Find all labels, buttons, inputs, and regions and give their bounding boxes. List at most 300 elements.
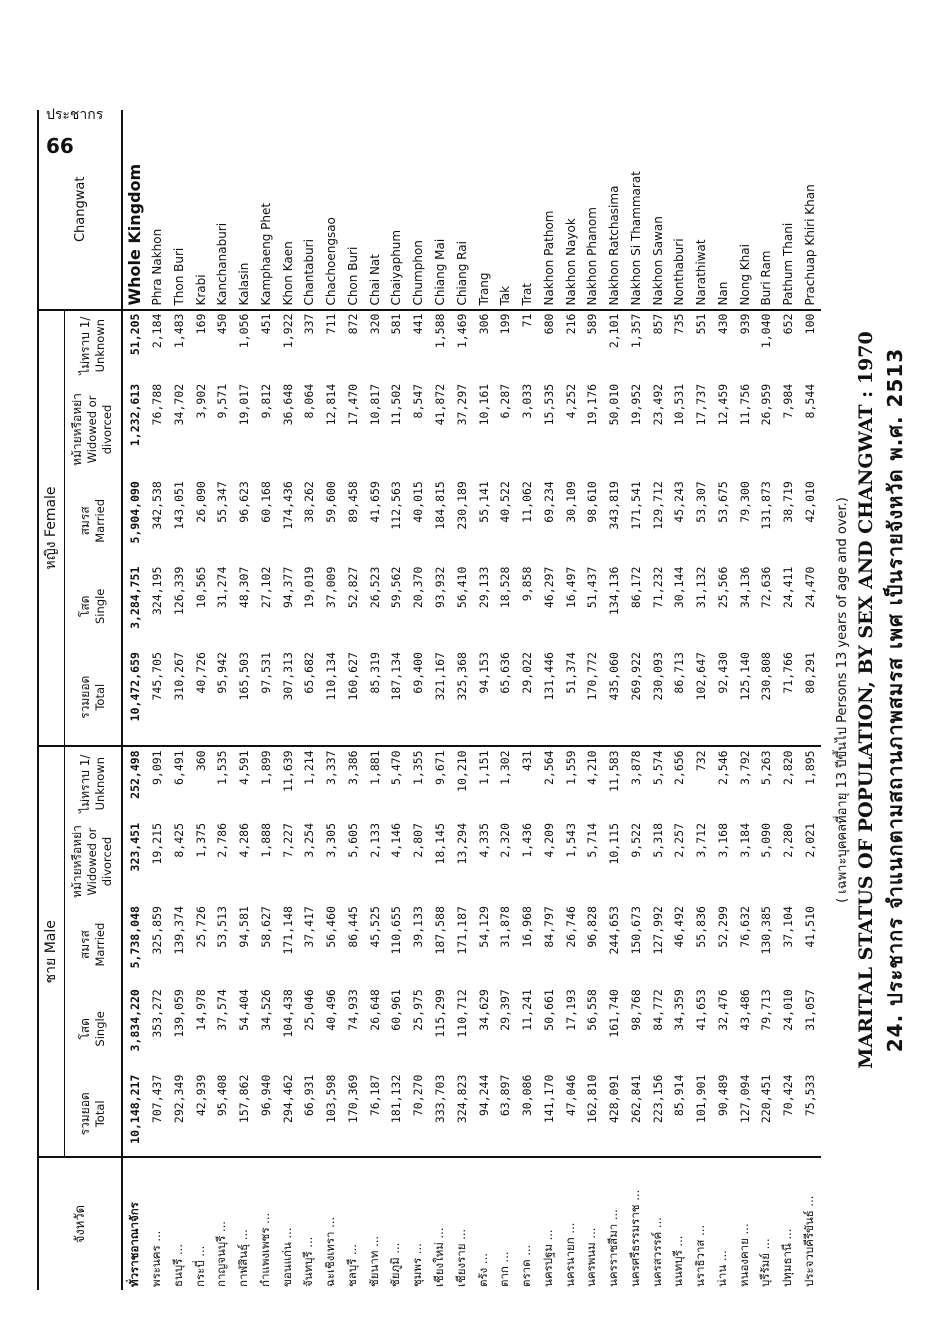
male-value: 50,661 <box>541 989 556 1031</box>
male-value: 11,639 <box>277 746 299 820</box>
male-value: 732 <box>690 746 712 820</box>
female-value: 7,984 <box>781 383 796 419</box>
male-value: 325,859 <box>150 906 165 955</box>
male-value: 707,437 <box>150 1074 165 1124</box>
female-value: 652 <box>777 310 799 381</box>
male-value: 31,878 <box>498 906 513 948</box>
male-value: 96,940 <box>258 1074 273 1117</box>
male-value: 127,992 <box>650 906 665 955</box>
col-header-th: รวมยอด <box>77 1092 92 1136</box>
male-value: 292,349 <box>171 1074 186 1124</box>
female-value: 85,319 <box>367 652 382 694</box>
male-col-header-3 <box>64 820 122 903</box>
female-value: 45,243 <box>672 481 687 523</box>
changwat-header: Changwat <box>38 110 122 310</box>
changwat-name: Nakhon Pathom <box>541 210 556 306</box>
table-row <box>473 110 495 1290</box>
female-value: 112,563 <box>389 481 404 530</box>
male-value: 14,978 <box>193 989 208 1031</box>
male-value: 85,914 <box>672 1074 687 1117</box>
female-value: 1,056 <box>233 310 255 381</box>
col-header-en: Single <box>92 1011 107 1047</box>
female-value: 34,136 <box>737 566 752 609</box>
province-name-thai: กำแพงเพชร ... <box>255 1157 277 1290</box>
province-name-thai: จันทบุรี ... <box>299 1157 321 1290</box>
changwat-name: Pathum Thani <box>781 222 796 306</box>
female-value: 160,627 <box>345 652 360 701</box>
female-value: 38,719 <box>781 481 796 523</box>
province-name-thai: เชียงใหม่ ... <box>429 1157 451 1290</box>
female-value: 40,522 <box>498 481 513 523</box>
female-value: 12,814 <box>324 383 339 426</box>
male-value: 4,286 <box>237 823 252 858</box>
female-value: 41,659 <box>367 481 382 523</box>
male-value: 1,535 <box>211 746 233 820</box>
title-subtitle: ( เฉพาะบุคคลที่อายุ 13 ปีขึ้นไป Persons 13 years of age and over.) <box>835 497 850 903</box>
male-value: 157,862 <box>237 1074 252 1124</box>
female-value: 96,623 <box>237 481 252 523</box>
female-value: 1,040 <box>756 310 778 381</box>
female-value: 10,817 <box>367 383 382 426</box>
female-value: 230,808 <box>759 652 774 701</box>
female-value: 3,284,751 <box>127 566 142 629</box>
female-value: 1,483 <box>168 310 190 381</box>
male-value: 26,746 <box>563 906 578 948</box>
male-value: 10,115 <box>607 823 622 865</box>
table-row <box>603 110 625 1290</box>
female-value: 59,562 <box>389 566 404 609</box>
changwat-name: Nong Khai <box>737 244 752 306</box>
male-value: 4,146 <box>389 823 404 858</box>
table-row <box>516 110 538 1290</box>
female-value: 31,274 <box>215 566 230 609</box>
female-value: 26,523 <box>367 566 382 609</box>
female-value: 680 <box>538 310 560 381</box>
female-col-header-3 <box>64 381 122 478</box>
male-value: 4,335 <box>476 823 491 858</box>
male-value: 41,653 <box>694 989 709 1031</box>
province-name-thai: กาฬสินธุ์ ... <box>233 1157 255 1290</box>
female-value: 9,858 <box>520 566 535 602</box>
female-value: 71,232 <box>650 566 665 609</box>
male-value: 84,772 <box>650 989 665 1031</box>
female-value: 69,400 <box>411 652 426 694</box>
female-value: 100 <box>799 310 821 381</box>
province-th-header: จังหวัด <box>38 1157 122 1290</box>
table-row <box>625 110 647 1290</box>
female-value: 6,287 <box>498 383 513 419</box>
col-header-th: รวมยอด <box>77 675 92 719</box>
female-value: 939 <box>734 310 756 381</box>
col-header-en: Total <box>92 1100 107 1128</box>
female-value: 19,952 <box>628 383 643 426</box>
female-value: 342,538 <box>150 481 165 530</box>
female-value: 110,134 <box>324 652 339 701</box>
female-value: 48,307 <box>237 566 252 609</box>
female-value: 11,502 <box>389 383 404 426</box>
male-value: 75,533 <box>803 1074 818 1117</box>
female-value: 71 <box>516 310 538 381</box>
province-name-thai: นนทบุรี ... <box>669 1157 691 1290</box>
province-name-thai: บุรีรัมย์ ... <box>756 1157 778 1290</box>
female-value: 581 <box>386 310 408 381</box>
female-value: 324,195 <box>150 566 165 616</box>
male-value: 37,574 <box>215 989 230 1031</box>
male-value: 428,091 <box>607 1074 622 1124</box>
female-value: 20,370 <box>411 566 426 609</box>
table-row <box>451 110 473 1290</box>
changwat-name: Whole Kingdom <box>125 163 145 306</box>
female-value: 337 <box>299 310 321 381</box>
female-value: 23,492 <box>650 383 665 426</box>
male-value: 39,133 <box>411 906 426 948</box>
female-value: 131,873 <box>759 481 774 530</box>
female-value: 10,161 <box>476 383 491 426</box>
changwat-name: Trang <box>476 272 491 306</box>
male-value: 84,797 <box>541 906 556 948</box>
male-value: 3,834,220 <box>127 989 142 1052</box>
male-value: 2,807 <box>411 823 426 858</box>
male-value: 54,129 <box>476 906 491 948</box>
female-value: 17,470 <box>345 383 360 426</box>
male-value: 1,355 <box>407 746 429 820</box>
male-value: 1,151 <box>473 746 495 820</box>
female-value: 12,459 <box>715 383 730 426</box>
female-value: 26,090 <box>193 481 208 523</box>
male-value: 171,148 <box>280 906 295 955</box>
male-value: 86,445 <box>345 906 360 948</box>
male-value: 56,558 <box>585 989 600 1031</box>
female-value: 102,647 <box>694 652 709 701</box>
male-value: 16,968 <box>520 906 535 948</box>
female-value: 53,307 <box>694 481 709 523</box>
table-row <box>712 110 734 1290</box>
changwat-name: Nakhon Sawan <box>650 216 665 306</box>
female-header: หญิง Female <box>38 310 64 747</box>
female-value: 310,267 <box>171 652 186 701</box>
table-row <box>122 110 146 1290</box>
male-value: 5,263 <box>756 746 778 820</box>
female-value: 19,019 <box>302 566 317 609</box>
female-value: 1,469 <box>451 310 473 381</box>
male-value: 101,901 <box>694 1074 709 1124</box>
female-value: 36,648 <box>280 383 295 426</box>
province-name-thai: ปทุมธานี ... <box>777 1157 799 1290</box>
male-value: 3,337 <box>320 746 342 820</box>
province-name-thai: ชลบุรี ... <box>342 1157 364 1290</box>
table-row <box>690 110 712 1290</box>
female-value: 71,766 <box>781 652 796 694</box>
male-value: 2,257 <box>672 823 687 858</box>
page-category: ประชากร <box>46 107 104 123</box>
female-value: 11,756 <box>737 383 752 426</box>
marital-status-table <box>37 110 821 1290</box>
female-value: 8,064 <box>302 383 317 419</box>
col-header-th: ไม่ทราบ 1/ <box>77 754 92 813</box>
col-header-en: Widowed or divorced <box>85 827 115 896</box>
female-value: 40,015 <box>411 481 426 523</box>
male-value: 42,939 <box>193 1074 208 1117</box>
female-value: 343,819 <box>607 481 622 530</box>
male-col-header-2 <box>64 903 122 986</box>
province-name-thai: นครปฐม ... <box>538 1157 560 1290</box>
male-value: 323,451 <box>127 823 142 872</box>
female-value: 55,347 <box>215 481 230 523</box>
female-value: 857 <box>647 310 669 381</box>
changwat-name: Tak <box>498 285 513 306</box>
male-value: 94,244 <box>476 1074 491 1117</box>
changwat-name: Kamphaeng Phet <box>258 202 273 306</box>
female-value: 30,144 <box>672 566 687 609</box>
female-value: 31,132 <box>694 566 709 609</box>
male-value: 4,210 <box>581 746 603 820</box>
col-header-en: Total <box>92 683 107 711</box>
male-value: 2,546 <box>712 746 734 820</box>
female-value: 320 <box>364 310 386 381</box>
female-value: 184,815 <box>433 481 447 530</box>
male-value: 19,215 <box>150 823 165 865</box>
province-name-thai: นครศรีธรรมราช ... <box>625 1157 647 1290</box>
female-value: 59,600 <box>324 481 339 523</box>
female-value: 1,232,613 <box>127 383 142 447</box>
male-value: 161,740 <box>607 989 622 1038</box>
female-value: 92,430 <box>715 652 730 694</box>
female-value: 19,017 <box>237 383 252 426</box>
changwat-name: Prachuap Khiri Khan <box>803 184 818 306</box>
male-value: 5,318 <box>650 823 665 858</box>
male-value: 90,489 <box>715 1074 730 1117</box>
col-header-th: หม้ายหรือหย่า <box>70 825 85 898</box>
female-value: 8,547 <box>411 383 426 419</box>
table-row <box>647 110 669 1290</box>
male-value: 95,408 <box>215 1074 230 1117</box>
male-value: 110,655 <box>389 906 404 955</box>
male-value: 10,148,217 <box>127 1074 142 1144</box>
male-value: 353,272 <box>150 989 165 1038</box>
male-value: 2,280 <box>781 823 796 858</box>
province-name-thai: ชัยนาท ... <box>364 1157 386 1290</box>
male-value: 5,738,048 <box>127 906 142 969</box>
male-value: 103,598 <box>324 1074 339 1124</box>
male-value: 2,133 <box>367 823 382 858</box>
province-name-thai: หนองคาย ... <box>734 1157 756 1290</box>
female-col-header-0 <box>64 649 122 746</box>
female-value: 25,566 <box>715 566 730 609</box>
male-value: 31,057 <box>803 989 818 1031</box>
male-value: 37,104 <box>781 906 796 948</box>
male-value: 25,046 <box>302 989 317 1031</box>
female-value: 94,153 <box>476 652 491 694</box>
female-value: 1,922 <box>277 310 299 381</box>
female-value: 55,141 <box>476 481 491 523</box>
female-value: 126,339 <box>171 566 186 616</box>
male-value: 3,878 <box>625 746 647 820</box>
male-value: 46,492 <box>672 906 687 948</box>
female-value: 9,812 <box>258 383 273 419</box>
male-header: ชาย Male <box>38 746 64 1157</box>
male-value: 2,786 <box>215 823 230 858</box>
female-col-header-1 <box>64 564 122 649</box>
female-value: 65,682 <box>302 652 317 694</box>
table-row <box>386 110 408 1290</box>
male-value: 3,386 <box>342 746 364 820</box>
male-value: 5,090 <box>759 823 774 858</box>
male-value: 139,374 <box>171 906 186 955</box>
col-header-en: Single <box>92 588 107 625</box>
female-value: 3,033 <box>520 383 535 419</box>
male-value: 1,302 <box>494 746 516 820</box>
male-value: 141,170 <box>541 1074 556 1124</box>
table-row <box>494 110 516 1290</box>
female-value: 269,922 <box>628 652 643 701</box>
female-value: 125,140 <box>737 652 752 701</box>
changwat-name: Trat <box>520 282 535 306</box>
table-row <box>255 110 277 1290</box>
female-value: 230,189 <box>454 481 469 530</box>
female-value: 2,184 <box>146 310 168 381</box>
male-value: 162,810 <box>585 1074 600 1124</box>
male-value: 43,486 <box>737 989 752 1031</box>
female-value: 589 <box>581 310 603 381</box>
female-value: 34,702 <box>171 383 186 426</box>
male-value: 45,525 <box>367 906 382 948</box>
male-value: 1,888 <box>258 823 273 858</box>
male-value: 37,417 <box>302 906 317 948</box>
male-value: 127,094 <box>737 1074 752 1124</box>
changwat-name: Nakhon Ratchasima <box>607 185 622 306</box>
female-value: 165,503 <box>237 652 252 701</box>
table-row <box>669 110 691 1290</box>
changwat-name: Chumphon <box>411 240 426 306</box>
female-value: 1,588 <box>429 310 451 381</box>
male-value: 9,091 <box>146 746 168 820</box>
male-value: 25,975 <box>411 989 426 1031</box>
changwat-name: Buri Ram <box>759 250 774 306</box>
female-value: 170,772 <box>585 652 600 701</box>
male-value: 104,438 <box>280 989 295 1038</box>
female-value: 307,313 <box>280 652 295 701</box>
female-value: 24,470 <box>803 566 818 609</box>
male-value: 252,498 <box>122 746 146 820</box>
female-value: 24,411 <box>781 566 796 609</box>
female-value: 8,544 <box>803 383 818 419</box>
female-value: 46,297 <box>541 566 556 609</box>
female-value: 2,101 <box>603 310 625 381</box>
female-value: 27,102 <box>258 566 273 609</box>
male-value: 5,470 <box>386 746 408 820</box>
female-value: 551 <box>690 310 712 381</box>
changwat-name: Chon Buri <box>345 246 360 306</box>
female-col-header-2 <box>64 478 122 563</box>
male-value: 3,184 <box>737 823 752 858</box>
female-value: 745,705 <box>150 652 165 701</box>
female-value: 230,093 <box>650 652 665 701</box>
male-value: 4,591 <box>233 746 255 820</box>
title-thai: 24. ประชากร จำแนกตามสถานภาพสมรส เพศ เป็นรายจังหวัด พ.ศ. 2513 <box>883 347 907 1053</box>
male-col-header-0 <box>64 1072 122 1157</box>
province-name-thai: นครราชสีมา ... <box>603 1157 625 1290</box>
male-value: 3,254 <box>302 823 317 858</box>
male-col-header-4 <box>64 746 122 820</box>
male-value: 8,425 <box>171 823 186 858</box>
female-value: 95,942 <box>215 652 230 694</box>
female-value: 76,788 <box>150 383 165 426</box>
changwat-name: Chiang Mai <box>433 238 447 306</box>
col-header-en: Widowed or divorced <box>85 395 115 464</box>
changwat-name: Kanchanaburi <box>215 222 230 306</box>
province-name-thai: เชียงราย ... <box>451 1157 473 1290</box>
province-name-thai: นครพนม ... <box>581 1157 603 1290</box>
col-header-en: Married <box>92 498 107 543</box>
male-value: 3,168 <box>715 823 730 858</box>
male-value: 1,543 <box>563 823 578 858</box>
table-body <box>122 110 821 1290</box>
male-value: 30,086 <box>520 1074 535 1117</box>
male-value: 79,713 <box>759 989 774 1031</box>
table-row <box>190 110 212 1290</box>
male-col-header-1 <box>64 986 122 1071</box>
female-value: 174,436 <box>280 481 295 530</box>
female-value: 19,176 <box>585 383 600 426</box>
male-value: 171,187 <box>454 906 469 955</box>
table-row <box>581 110 603 1290</box>
table-row <box>364 110 386 1290</box>
female-value: 37,297 <box>454 383 469 426</box>
changwat-name: Chiang Rai <box>454 241 469 306</box>
male-value: 34,359 <box>672 989 687 1031</box>
male-value: 66,931 <box>302 1074 317 1117</box>
female-value: 51,437 <box>585 566 600 609</box>
female-value: 5,904,090 <box>127 481 142 544</box>
changwat-name: Nakhon Nayok <box>563 218 578 306</box>
male-value: 41,510 <box>803 906 818 948</box>
female-value: 98,610 <box>585 481 600 523</box>
female-value: 69,234 <box>541 481 556 523</box>
female-value: 199 <box>494 310 516 381</box>
female-value: 306 <box>473 310 495 381</box>
female-value: 216 <box>560 310 582 381</box>
province-name-thai: ธนบุรี ... <box>168 1157 190 1290</box>
table-row <box>407 110 429 1290</box>
table-row <box>211 110 233 1290</box>
female-value: 72,636 <box>759 566 774 609</box>
female-value: 143,051 <box>171 481 186 530</box>
col-header-th: ไม่ทราบ 1/ <box>77 316 92 375</box>
province-name-thai: ชุมพร ... <box>407 1157 429 1290</box>
male-value: 11,583 <box>603 746 625 820</box>
female-value: 451 <box>255 310 277 381</box>
province-name-thai: กระบี่ ... <box>190 1157 212 1290</box>
male-value: 2,656 <box>669 746 691 820</box>
female-value: 86,713 <box>672 652 687 694</box>
male-value: 54,404 <box>237 989 252 1031</box>
female-value: 711 <box>320 310 342 381</box>
female-col-header-4 <box>64 310 122 381</box>
female-value: 16,497 <box>563 566 578 609</box>
female-value: 3,902 <box>193 383 208 419</box>
male-value: 47,046 <box>563 1074 578 1117</box>
table-row <box>538 110 560 1290</box>
female-value: 187,134 <box>389 652 404 701</box>
female-value: 42,010 <box>803 481 818 523</box>
male-value: 294,462 <box>280 1074 295 1124</box>
female-value: 26,959 <box>759 383 774 426</box>
table-row <box>299 110 321 1290</box>
female-value: 40,726 <box>193 652 208 694</box>
province-name-thai: พระนคร ... <box>146 1157 168 1290</box>
female-value: 430 <box>712 310 734 381</box>
male-value: 181,132 <box>389 1074 404 1124</box>
